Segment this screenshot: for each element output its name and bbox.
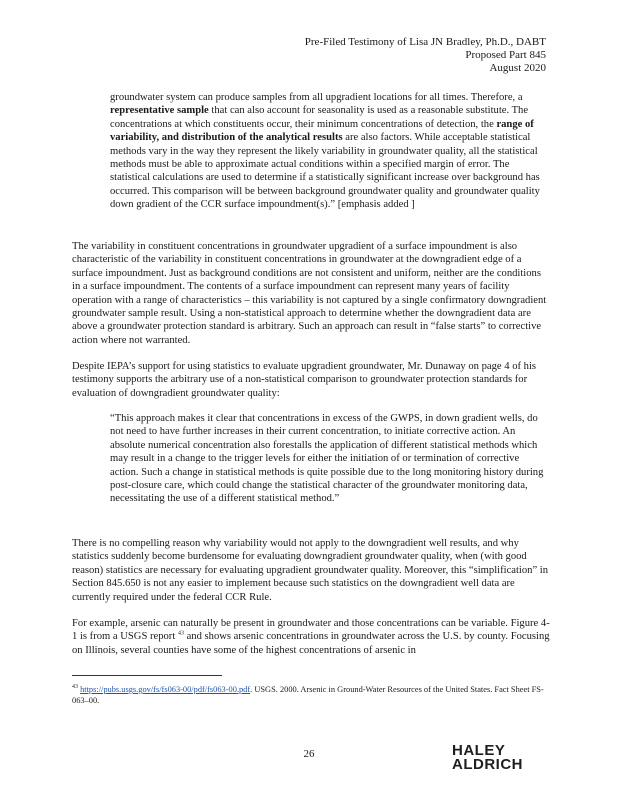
emphasis-range-variability: range of variability, and distribution of the analytical results — [110, 118, 534, 144]
footnote-reference[interactable]: 43 — [177, 630, 184, 637]
page-number: 26 — [303, 748, 315, 760]
paragraph-arsenic-example: For example, arsenic can naturally be present in groundwater and those concentrations can be variable. Figure 4-1 is from a USGS report $^{43}$ and shows arsenic concentrations in groundwater across the U.S. by county. Focusing on Illinois, several counties have some of the highest concentrations of arsenic in — [72, 618, 550, 656]
haley-aldrich-logo: HALEY ALDRICH — [452, 742, 523, 773]
paragraph-iepa-support: Despite IEPA’s support for using statistics to evaluate upgradient groundwater, Mr. Dunaway on page 4 of his testimony supports the arbitrary use of a non-statistical comparison to groundwater protection standards for evaluation of downgradient groundwater quality: — [72, 361, 537, 399]
footnote-link[interactable]: https://pubs.usgs.gov/fs/fs063-00/pdf/fs063-00.pdf — [80, 685, 251, 694]
footnote-divider — [72, 675, 222, 676]
paragraph-no-compelling-reason: There is no compelling reason why variability would not apply to the downgradient well results, and why statistics suddenly become burdensome for evaluating downgradient groundwater quality, when (with good reason) statistics are necessary for evaluating upgradient groundwater quality. Moreover, this “simplification” in Section 845.650 is not any easier to implement because such statistics on the downgradient well data are currently required under the federal CCR Rule. — [72, 538, 549, 603]
header-part: Proposed Part 845 — [465, 49, 546, 61]
paragraph-variability: The variability in constituent concentrations in groundwater upgradient of a surface impoundment is also characteristic of the variability in constituent concentrations in groundwater at the downgradient edge of a surface impoundment. Just as background conditions are not consistent and uniform, neither are the conditions in a surface impoundment. The contents of a surface impoundment can represent many years of facility operation with a range of characteristics – this variability is not captured by a single confirmatory downgradient groundwater sample result. Using a non-statistical approach to determine whether the downgradient data are above a groundwater protection standard is arbitrary. Such an approach can result in “false starts” to corrective action where not warranted. — [72, 241, 547, 346]
block-quote-regulation: groundwater system can produce samples from all upgradient locations for all times. Therefore, a representative sample that can also account for seasonality is used as a reasonable substitute. The concentrations at which constituents occur, their minimum concentrations of detection, the range of variability, and distribution of the analytical results are also factors. While acceptable statistical methods vary in the way they represent the likely variability in groundwater quality, all the statistical methods must be able to approximate actual conditions within a specified margin of error. The statistical calculations are used to determine if a statistically significant increase over background has occurred. This comparison will be between background groundwater quality and groundwater quality down gradient of the CCR surface impoundment(s).” [emphasis added ] — [110, 92, 540, 211]
footnote-citation: . USGS. 2000. Arsenic in Ground-Water Resources of the United States. Fact Sheet FS-063–00. — [72, 685, 544, 706]
header-testimony-title: Pre-Filed Testimony of Lisa JN Bradley, Ph.D., DABT — [304, 36, 546, 48]
footnote-number: 43 — [72, 684, 78, 691]
page-header — [305, 36, 546, 75]
block-quote-dunaway: “This approach makes it clear that concentrations in excess of the GWPS, in down gradient wells, do not need to have further increases in their current concentration, to initiate corrective action. An absolute numerical concentration also forestalls the application of different statistical methods which may result in a change to the trigger levels for either the initiation of or termination of corrective action. Such a change in statistical methods is quite possible due to the long monitoring history during post-closure care, which could change the statistical character of the groundwater monitoring data, necessitating the use of a different statistical method.” — [110, 413, 544, 505]
emphasis-representative-sample: representative sample — [110, 105, 209, 117]
footnote — [72, 684, 550, 707]
header-date: August 2020 — [489, 62, 546, 74]
